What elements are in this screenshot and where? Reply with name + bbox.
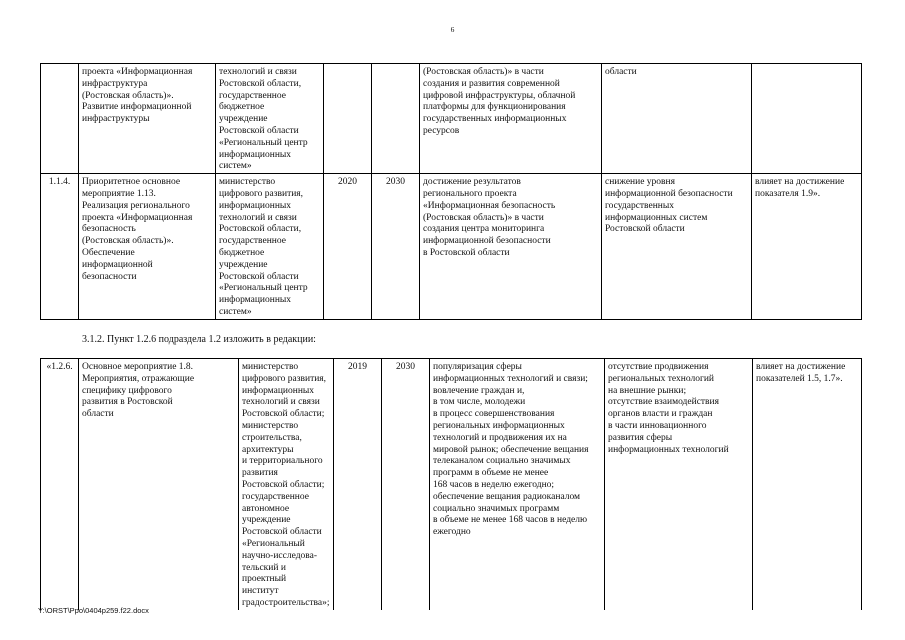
measure-name: Основное мероприятие 1.8. Мероприятия, отражающие специфику цифрового развития в Ростовской области — [79, 359, 239, 610]
executor: министерство цифрового развития, информационных технологий и связи Ростовской области; министерство строительства, архитектуры и территориального развития Ростовской области; государственное автономное учреждение Ростовской области «Региональный научно-исследова- тельский и проектный институт градостроительства»; — [239, 359, 334, 610]
non-implementation-consequence: снижение уровня информационной безопасности государственных информационных систем Ростовской области — [602, 174, 752, 320]
start-year: 2020 — [324, 174, 372, 320]
table-row — [41, 174, 862, 320]
row-number — [41, 64, 79, 174]
start-year — [324, 64, 372, 174]
measures-table-new — [40, 358, 862, 610]
expected-result: популяризация сферы информационных технологий и связи; вовлечение граждан и, в том числе, молодежи в процесс совершенствования региональных информационных технологий и продвижения их на мировой рынок; обеспечение вещания телеканалом социально значимых программ в объеме не менее 168 часов в неделю ежегодно; обеспечение вещания радиоканалом социально значимых программ в объеме не менее 168 часов в неделю ежегодно — [430, 359, 605, 610]
non-implementation-consequence: области — [602, 64, 752, 174]
executor: министерство цифрового развития, информационных технологий и связи Ростовской области, государственное бюджетное учреждение Ростовской области «Региональный центр информационных систем» — [216, 174, 324, 320]
end-year: 2030 — [382, 359, 430, 610]
table-row — [41, 64, 862, 174]
amendment-note: 3.1.2. Пункт 1.2.6 подраздела 1.2 изложить в редакции: — [82, 334, 316, 345]
end-year — [372, 64, 420, 174]
expected-result: достижение результатов регионального проекта «Информационная безопасность (Ростовская область)» в части создания центра мониторинга информационной безопасности в Ростовской области — [420, 174, 602, 320]
end-year: 2030 — [372, 174, 420, 320]
table-row — [41, 359, 862, 610]
measure-name: проекта «Информационная инфраструктура (Ростовская область)». Развитие информационной инфраструктуры — [79, 64, 216, 174]
expected-result: (Ростовская область)» в части создания и развития современной цифровой инфраструктуры, облачной платформы для функционирования государственных информационных ресурсов — [420, 64, 602, 174]
indicator-link — [752, 64, 862, 174]
indicator-link: влияет на достижение показателя 1.9». — [752, 174, 862, 320]
row-number: 1.1.4. — [41, 174, 79, 320]
row-number: «1.2.6. — [41, 359, 79, 610]
executor: технологий и связи Ростовской области, государственное бюджетное учреждение Ростовской области «Региональный центр информационных систем» — [216, 64, 324, 174]
start-year: 2019 — [334, 359, 382, 610]
indicator-link: влияет на достижение показателей 1.5, 1.7». — [753, 359, 862, 610]
file-path-footer: Y:\ORST\Ppo\0404p259.f22.docx — [38, 606, 149, 615]
measure-name: Приоритетное основное мероприятие 1.13. Реализация регионального проекта «Информационная безопасность (Ростовская область)». Обеспечение информационной безопасности — [79, 174, 216, 320]
measures-table-continued — [40, 63, 862, 320]
non-implementation-consequence: отсутствие продвижения региональных технологий на внешние рынки; отсутствие взаимодействия органов власти и граждан в части инновационного развития сферы информационных технологий — [605, 359, 753, 610]
page-number: 6 — [450, 25, 455, 34]
